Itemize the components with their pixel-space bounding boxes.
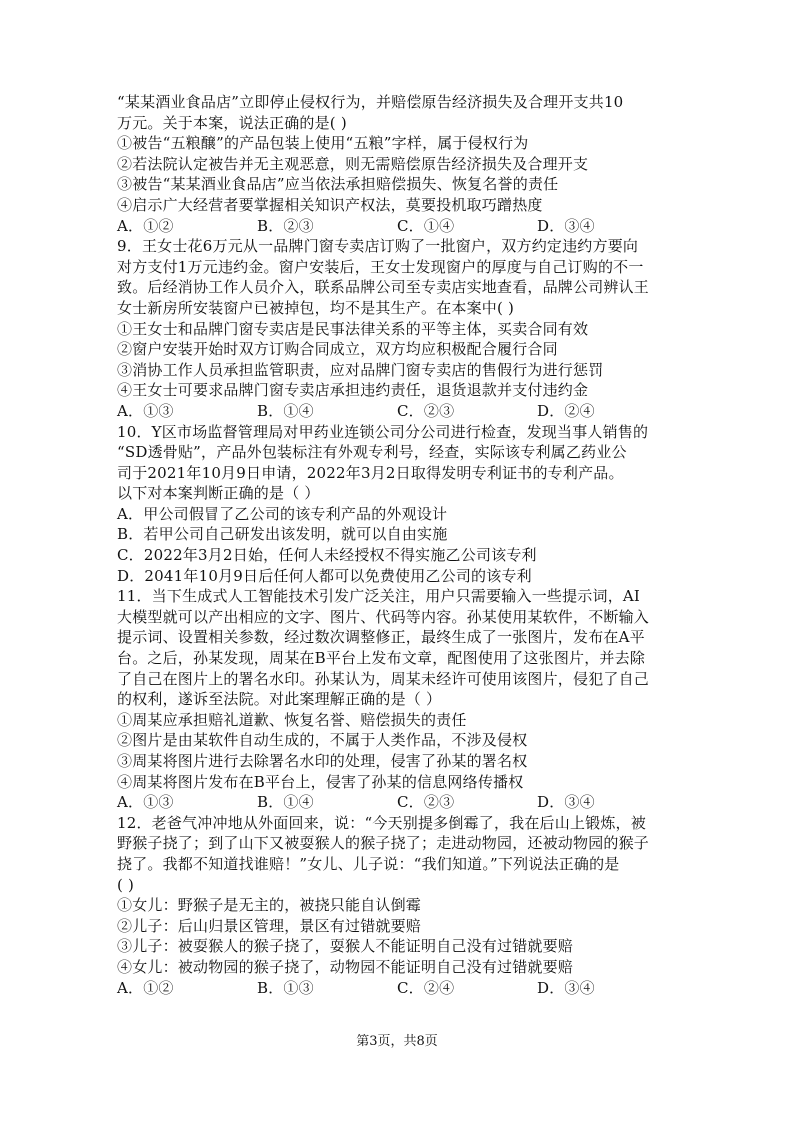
q12-stem-line: 野猴子挠了；到了山下又被耍猴人的猴子挠了；走进动物园，还被动物园的猴子 — [117, 834, 650, 853]
q10-stem-line: 10．Y区市场监督管理局对甲药业连锁公司分公司进行检查，发现当事人销售的 — [117, 422, 649, 441]
q9-stem-line: 致。后经消协工作人员介入，联系品牌公司至专卖店实地查看，品牌公司辨认王 — [117, 278, 650, 297]
q9-choice-b[interactable]: B．①④ — [257, 401, 314, 420]
q12-choices — [117, 978, 679, 999]
q12-option-2: ②儿子：后山归景区管理，景区有过错就要赔 — [117, 916, 422, 935]
page-content — [117, 92, 679, 998]
question-10 — [117, 422, 679, 587]
q10-choice-a[interactable]: A．甲公司假冒了乙公司的该专利产品的外观设计 — [117, 504, 448, 523]
q9-choices — [117, 401, 679, 422]
q9-stem-line: 女士新房所安装窗户已被掉包，均不是其生产。在本案中( ) — [117, 298, 515, 317]
q12-option-3: ③儿子：被耍猴人的猴子挠了，耍猴人不能证明自己没有过错就要赔 — [117, 937, 574, 956]
q8-choices — [117, 216, 679, 237]
q8-choice-a[interactable]: A．①② — [117, 216, 174, 235]
q9-option-3: ③消协工作人员承担监管职责，应对品牌门窗专卖店的售假行为进行惩罚 — [117, 360, 604, 379]
q8-choice-d[interactable]: D．③④ — [537, 216, 595, 235]
q10-stem-line: “SD透骨贴”，产品外包装标注有外观专利号，经查，实际该专利属乙药业公 — [117, 443, 627, 462]
q8-option-3: ③被告“某某酒业食品店”应当依法承担赔偿损失、恢复名誉的责任 — [117, 175, 559, 194]
q10-choice-d[interactable]: D．2041年10月9日后任何人都可以免费使用乙公司的该专利 — [117, 566, 532, 585]
q12-stem-line: 12．老爸气冲冲地从外面回来，说：“今天别提多倒霉了，我在后山上锻炼，被 — [117, 813, 646, 832]
q11-choice-c[interactable]: C．②③ — [397, 793, 455, 812]
q11-stem-line: 提示词、设置相关参数，经过数次调整修正，最终生成了一张图片，发布在A平 — [117, 628, 645, 647]
q11-stem-line: 了自己在图片上的署名水印。孙某认为，周某未经许可使用该图片，侵犯了自己 — [117, 669, 650, 688]
question-8 — [117, 92, 679, 236]
question-11 — [117, 586, 679, 813]
q12-answer-blank: ( ) — [117, 875, 135, 894]
question-12 — [117, 813, 679, 998]
q12-choice-b[interactable]: B．①③ — [257, 978, 314, 997]
q11-stem-line: 台。之后，孙某发现，周某在B平台上发布文章，配图使用了这张图片，并去除 — [117, 649, 646, 668]
page-number: 第3页，共8页 — [356, 1034, 438, 1049]
q10-stem-line: 以下对本案判断正确的是（ ） — [117, 484, 320, 503]
q12-choice-d[interactable]: D．③④ — [537, 978, 595, 997]
question-9 — [117, 236, 679, 421]
q10-choice-c[interactable]: C．2022年3月2日始，任何人未经授权不得实施乙公司该专利 — [117, 546, 537, 565]
q9-choice-c[interactable]: C．②③ — [397, 401, 455, 420]
q11-option-4: ④周某将图片发布在B平台上，侵害了孙某的信息网络传播权 — [117, 772, 524, 791]
q11-choice-b[interactable]: B．①④ — [257, 793, 314, 812]
q10-stem-line: 司于2021年10月9日申请，2022年3月2日取得发明专利证书的专利产品。 — [117, 463, 624, 482]
q11-choice-a[interactable]: A．①③ — [117, 793, 174, 812]
q8-option-1: ①被告“五粮醸”的产品包装上使用“五粮”字样，属于侵权行为 — [117, 134, 529, 153]
q11-stem-line: 大模型就可以产出相应的文字、图片、代码等内容。孙某使用某软件，不断输入 — [117, 607, 650, 626]
q9-option-2: ②窗户安装开始时双方订购合同成立，双方均应积极配合履行合同 — [117, 340, 558, 359]
q9-option-1: ①王女士和品牌门窗专卖店是民事法律关系的平等主体，买卖合同有效 — [117, 319, 589, 338]
q12-choice-c[interactable]: C．②④ — [397, 978, 455, 997]
q11-choice-d[interactable]: D．③④ — [537, 793, 595, 812]
q12-option-4: ④女儿：被动物园的猴子挠了，动物园不能证明自己没有过错就要赔 — [117, 957, 574, 976]
q8-choice-c[interactable]: C．①④ — [397, 216, 455, 235]
q9-stem-line: 9．王女士花6万元从一品牌门窗专卖店订购了一批窗户，双方约定违约方要向 — [117, 237, 639, 256]
q8-line: “某某酒业食品店”立即停止侵权行为，并赔偿原告经济损失及合理开支共10 — [117, 93, 624, 111]
q11-choices — [117, 792, 679, 813]
q11-option-2: ②图片是由某软件自动生成的，不属于人类作品，不涉及侵权 — [117, 731, 528, 750]
q12-stem-line: 挠了。我都不知道找谁赔！”女儿、儿子说：“我们知道。”下列说法正确的是 — [117, 854, 620, 873]
q9-choice-d[interactable]: D．②④ — [537, 401, 595, 420]
q12-option-1: ①女儿：野猴子是无主的，被挠只能自认倒霉 — [117, 896, 422, 915]
q11-stem-line: 11．当下生成式人工智能技术引发广泛关注，用户只需要输入一些提示词，AI — [117, 587, 641, 606]
q8-option-4: ④启示广大经营者要掌握相关知识产权法，莫要投机取巧蹭热度 — [117, 195, 543, 214]
q12-choice-a[interactable]: A．①② — [117, 978, 174, 997]
q9-stem-line: 对方支付1万元违约金。窗户安装后，王女士发现窗户的厚度与自己订购的不一 — [117, 257, 644, 276]
q9-option-4: ④王女士可要求品牌门窗专卖店承担违约责任，退货退款并支付违约金 — [117, 381, 589, 400]
q8-line: 万元。关于本案，说法正确的是( ) — [117, 113, 347, 132]
q8-option-2: ②若法院认定被告并无主观恶意，则无需赔偿原告经济损失及合理开支 — [117, 154, 589, 173]
q11-option-3: ③周某将图片进行去除署名水印的处理，侵害了孙某的署名权 — [117, 752, 528, 770]
q8-choice-b[interactable]: B．②③ — [257, 216, 314, 235]
q11-option-1: ①周某应承担赔礼道歉、恢复名誉、赔偿损失的责任 — [117, 710, 467, 729]
q10-choice-b[interactable]: B．若甲公司自己研发出该发明，就可以自由实施 — [117, 525, 448, 544]
q11-stem-line: 的权利，遂诉至法院。对此案理解正确的是（ ） — [117, 690, 442, 709]
q9-choice-a[interactable]: A．①③ — [117, 401, 174, 420]
